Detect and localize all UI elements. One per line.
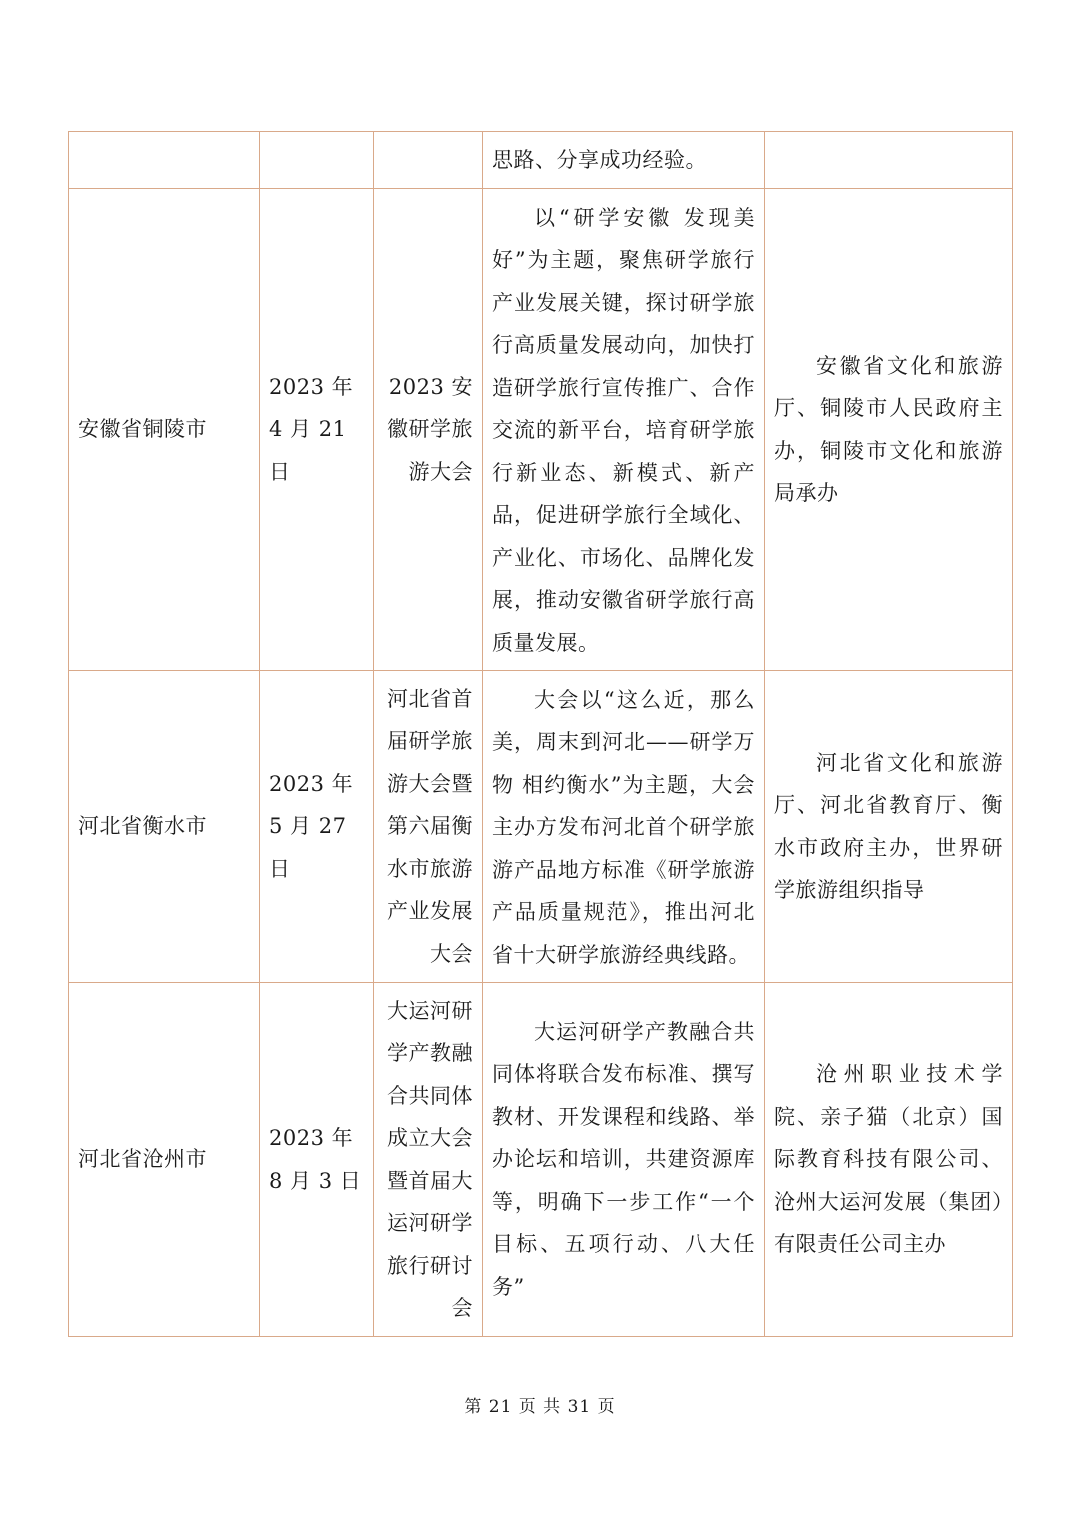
location-cell: 河北省沧州市 — [69, 983, 260, 1337]
table-row — [69, 983, 1013, 1337]
description-text: 思路、分享成功经验。 — [492, 147, 707, 172]
table-row — [69, 671, 1013, 983]
date-cell: 2023 年 5 月 27 日 — [260, 671, 374, 983]
description-cell — [483, 983, 765, 1337]
organizer-text: 安徽省文化和旅游厅、铜陵市人民政府主办，铜陵市文化和旅游局承办 — [774, 353, 1003, 505]
location-cell: 河北省衡水市 — [69, 671, 260, 983]
date-cell — [260, 132, 374, 189]
date-cell: 2023 年 4 月 21 日 — [260, 189, 374, 671]
description-cell — [483, 189, 765, 671]
description-cell — [483, 132, 765, 189]
date-cell: 2023 年 8 月 3 日 — [260, 983, 374, 1337]
event-name-cell: 河北省首届研学旅游大会暨第六届衡水市旅游产业发展大会 — [374, 671, 483, 983]
description-cell — [483, 671, 765, 983]
organizer-cell — [765, 671, 1013, 983]
page-number: 第 21 页 共 31 页 — [464, 1397, 616, 1417]
description-text: 以“研学安徽 发现美好”为主题，聚焦研学旅行产业发展关键，探讨研学旅行高质量发展动向，加快打造研学旅行宣传推广、合作交流的新平台，培育研学旅行新业态、新模式、新产品，促进研学旅行全域化、产业化、市场化、品牌化发展，推动安徽省研学旅行高质量发展。 — [492, 205, 755, 655]
event-name-cell — [374, 132, 483, 189]
organizer-cell — [765, 983, 1013, 1337]
organizer-text: 沧州职业技术学院、亲子猫（北京）国际教育科技有限公司、沧州大运河发展（集团）有限责任公司主办 — [774, 1062, 1003, 1257]
location-cell — [69, 132, 260, 189]
location-cell: 安徽省铜陵市 — [69, 189, 260, 671]
table-row — [69, 189, 1013, 671]
events-table — [68, 131, 1013, 1337]
organizer-cell — [765, 132, 1013, 189]
description-text: 大运河研学产教融合共同体将联合发布标准、撰写教材、开发课程和线路、举办论坛和培训，共建资源库等，明确下一步工作“一个目标、五项行动、八大任务” — [492, 1019, 755, 1299]
organizer-text: 河北省文化和旅游厅、河北省教育厅、衡水市政府主办，世界研学旅游组织指导 — [774, 750, 1003, 902]
organizer-cell — [765, 189, 1013, 671]
event-name-cell: 2023 安徽研学旅游大会 — [374, 189, 483, 671]
event-name-cell: 大运河研学产教融合共同体成立大会暨首届大运河研学旅行研讨会 — [374, 983, 483, 1337]
table-row — [69, 132, 1013, 189]
description-text: 大会以“这么近，那么美，周末到河北——研学万物 相约衡水”为主题，大会主办方发布河北首个研学旅游产品地方标准《研学旅游产品质量规范》，推出河北省十大研学旅游经典线路。 — [492, 687, 755, 967]
